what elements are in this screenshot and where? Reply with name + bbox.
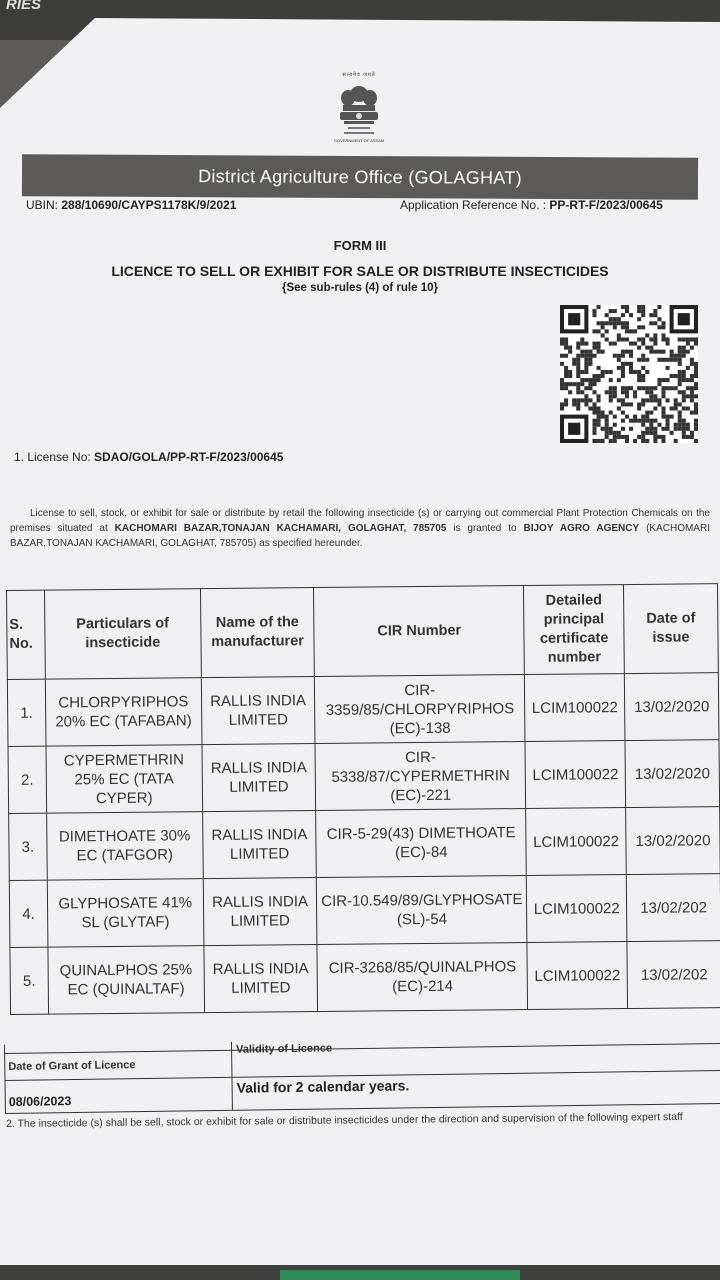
cell-sno: 4. — [9, 880, 48, 947]
date-of-grant-label: Date of Grant of Licence — [8, 1059, 136, 1073]
table-row — [10, 941, 720, 1015]
col-sno-header: S. No. — [7, 590, 46, 679]
table-row — [8, 740, 720, 814]
form-title: LICENCE TO SELL OR EXHIBIT FOR SALE OR DISTRIBUTE INSECTICIDES — [111, 263, 609, 279]
table-row — [9, 874, 720, 948]
office-title: District Agriculture Office (GOLAGHAT) — [198, 165, 522, 188]
app-ref-label: Application Reference No. : — [400, 198, 550, 212]
cell-manufacturer: RALLIS INDIA LIMITED — [204, 945, 318, 1013]
cell-date: 13/02/202 — [626, 874, 720, 942]
cell-certificate: LCIM100022 — [526, 808, 627, 876]
qr-code — [560, 305, 698, 443]
form-number: FORM III — [333, 238, 387, 253]
cell-certificate: LCIM100022 — [525, 741, 626, 809]
ubin — [26, 198, 236, 212]
premises-address: KACHOMARI BAZAR,TONAJAN KACHAMARI, GOLAGHAT, 785705 — [114, 523, 447, 534]
cell-cir: CIR-3268/85/QUINALPHOS (EC)-214 — [317, 943, 527, 1012]
license-value: SDAO/GOLA/PP-RT-F/2023/00645 — [94, 450, 284, 464]
license-label: 1. License No: — [14, 450, 95, 464]
cell-date: 13/02/2020 — [626, 807, 720, 875]
cell-cir: CIR-5-29(43) DIMETHOATE (EC)-84 — [316, 809, 526, 878]
emblem-caption-bottom: GOVERNMENT OF ASSAM — [333, 138, 385, 143]
col-certificate-header: Detailed principal certificate number — [524, 585, 625, 675]
corner-text: RIES — [6, 0, 42, 13]
para-text-1: License to sell, stock, or exhibit for sale or distribute by retail the following insecticide (s) or carrying out commercial Plant Protection Chemicals on the premises situated at — [10, 508, 710, 534]
cell-sno: 5. — [10, 947, 49, 1014]
cell-particulars: GLYPHOSATE 41% SL (GLYTAF) — [47, 879, 203, 947]
para-text-2: is granted to — [453, 523, 517, 534]
cell-particulars: DIMETHOATE 30% EC (TAFGOR) — [47, 812, 203, 880]
cell-manufacturer: RALLIS INDIA LIMITED — [203, 878, 317, 946]
col-manufacturer-header: Name of the manufacturer — [200, 588, 315, 678]
state-emblem — [324, 72, 394, 150]
cell-certificate: LCIM100022 — [525, 674, 626, 742]
cell-cir: CIR-5338/87/CYPERMETHRIN (EC)-221 — [315, 742, 525, 811]
cell-particulars: CHLORPYRIPHOS 20% EC (TAFABAN) — [45, 678, 201, 746]
grantee-name: BIJOY AGRO AGENCY — [523, 523, 640, 534]
license-number — [14, 450, 283, 464]
application-reference — [400, 198, 663, 212]
cell-manufacturer: RALLIS INDIA LIMITED — [202, 811, 316, 879]
cell-particulars: QUINALPHOS 25% EC (QUINALTAF) — [48, 946, 204, 1014]
validity-value: Valid for 2 calendar years. — [236, 1077, 410, 1096]
col-date-header: Date of issue — [624, 584, 719, 674]
cell-cir: CIR-3359/85/CHLORPYRIPHOS (EC)-138 — [315, 675, 525, 744]
ubin-label: UBIN: — [26, 198, 62, 212]
date-of-grant-value: 08/06/2023 — [8, 1094, 72, 1109]
table-row — [7, 673, 719, 747]
validity-label: Validity of Licence — [236, 1042, 333, 1056]
license-paragraph — [10, 506, 710, 551]
col-particulars-header: Particulars of insecticide — [44, 589, 201, 679]
insecticide-table — [6, 583, 720, 1015]
cell-date: 13/02/2020 — [624, 673, 719, 741]
background-green-object — [280, 1270, 520, 1280]
cell-manufacturer: RALLIS INDIA LIMITED — [202, 744, 316, 812]
cell-date: 13/02/2020 — [625, 740, 720, 808]
table-header-row — [7, 584, 719, 680]
cell-particulars: CYPERMETHRIN 25% EC (TATA CYPER) — [46, 745, 202, 813]
emblem-caption-top: सत्यमेव जयते — [342, 72, 376, 78]
table-row — [9, 807, 720, 881]
office-banner — [22, 154, 698, 200]
cell-sno: 2. — [8, 746, 47, 813]
col-cir-header: CIR Number — [314, 586, 525, 677]
grant-validity-table — [4, 1035, 720, 1121]
cell-sno: 3. — [9, 813, 48, 880]
cell-date: 13/02/202 — [627, 941, 720, 1009]
cell-manufacturer: RALLIS INDIA LIMITED — [201, 677, 315, 745]
ubin-value: 288/10690/CAYPS1178K/9/2021 — [61, 198, 237, 212]
cell-cir: CIR-10.549/89/GLYPHOSATE (SL)-54 — [317, 876, 527, 945]
cell-certificate: LCIM100022 — [527, 942, 628, 1010]
cell-certificate: LCIM100022 — [526, 875, 627, 943]
form-subrule: {See sub-rules (4) of rule 10} — [282, 282, 438, 294]
cell-sno: 1. — [7, 679, 46, 746]
footnote: 2. The insecticide (s) shall be sell, stock or exhibit for sale or distribute insecticides under the direction and supervision of the following expert staff — [6, 1110, 683, 1130]
app-ref-value: PP-RT-F/2023/00645 — [549, 198, 663, 212]
para-text-3: (KACHOMARI BAZAR,TONAJAN KACHAMARI, GOLAGHAT, 785705) as specified hereunder. — [10, 523, 710, 549]
